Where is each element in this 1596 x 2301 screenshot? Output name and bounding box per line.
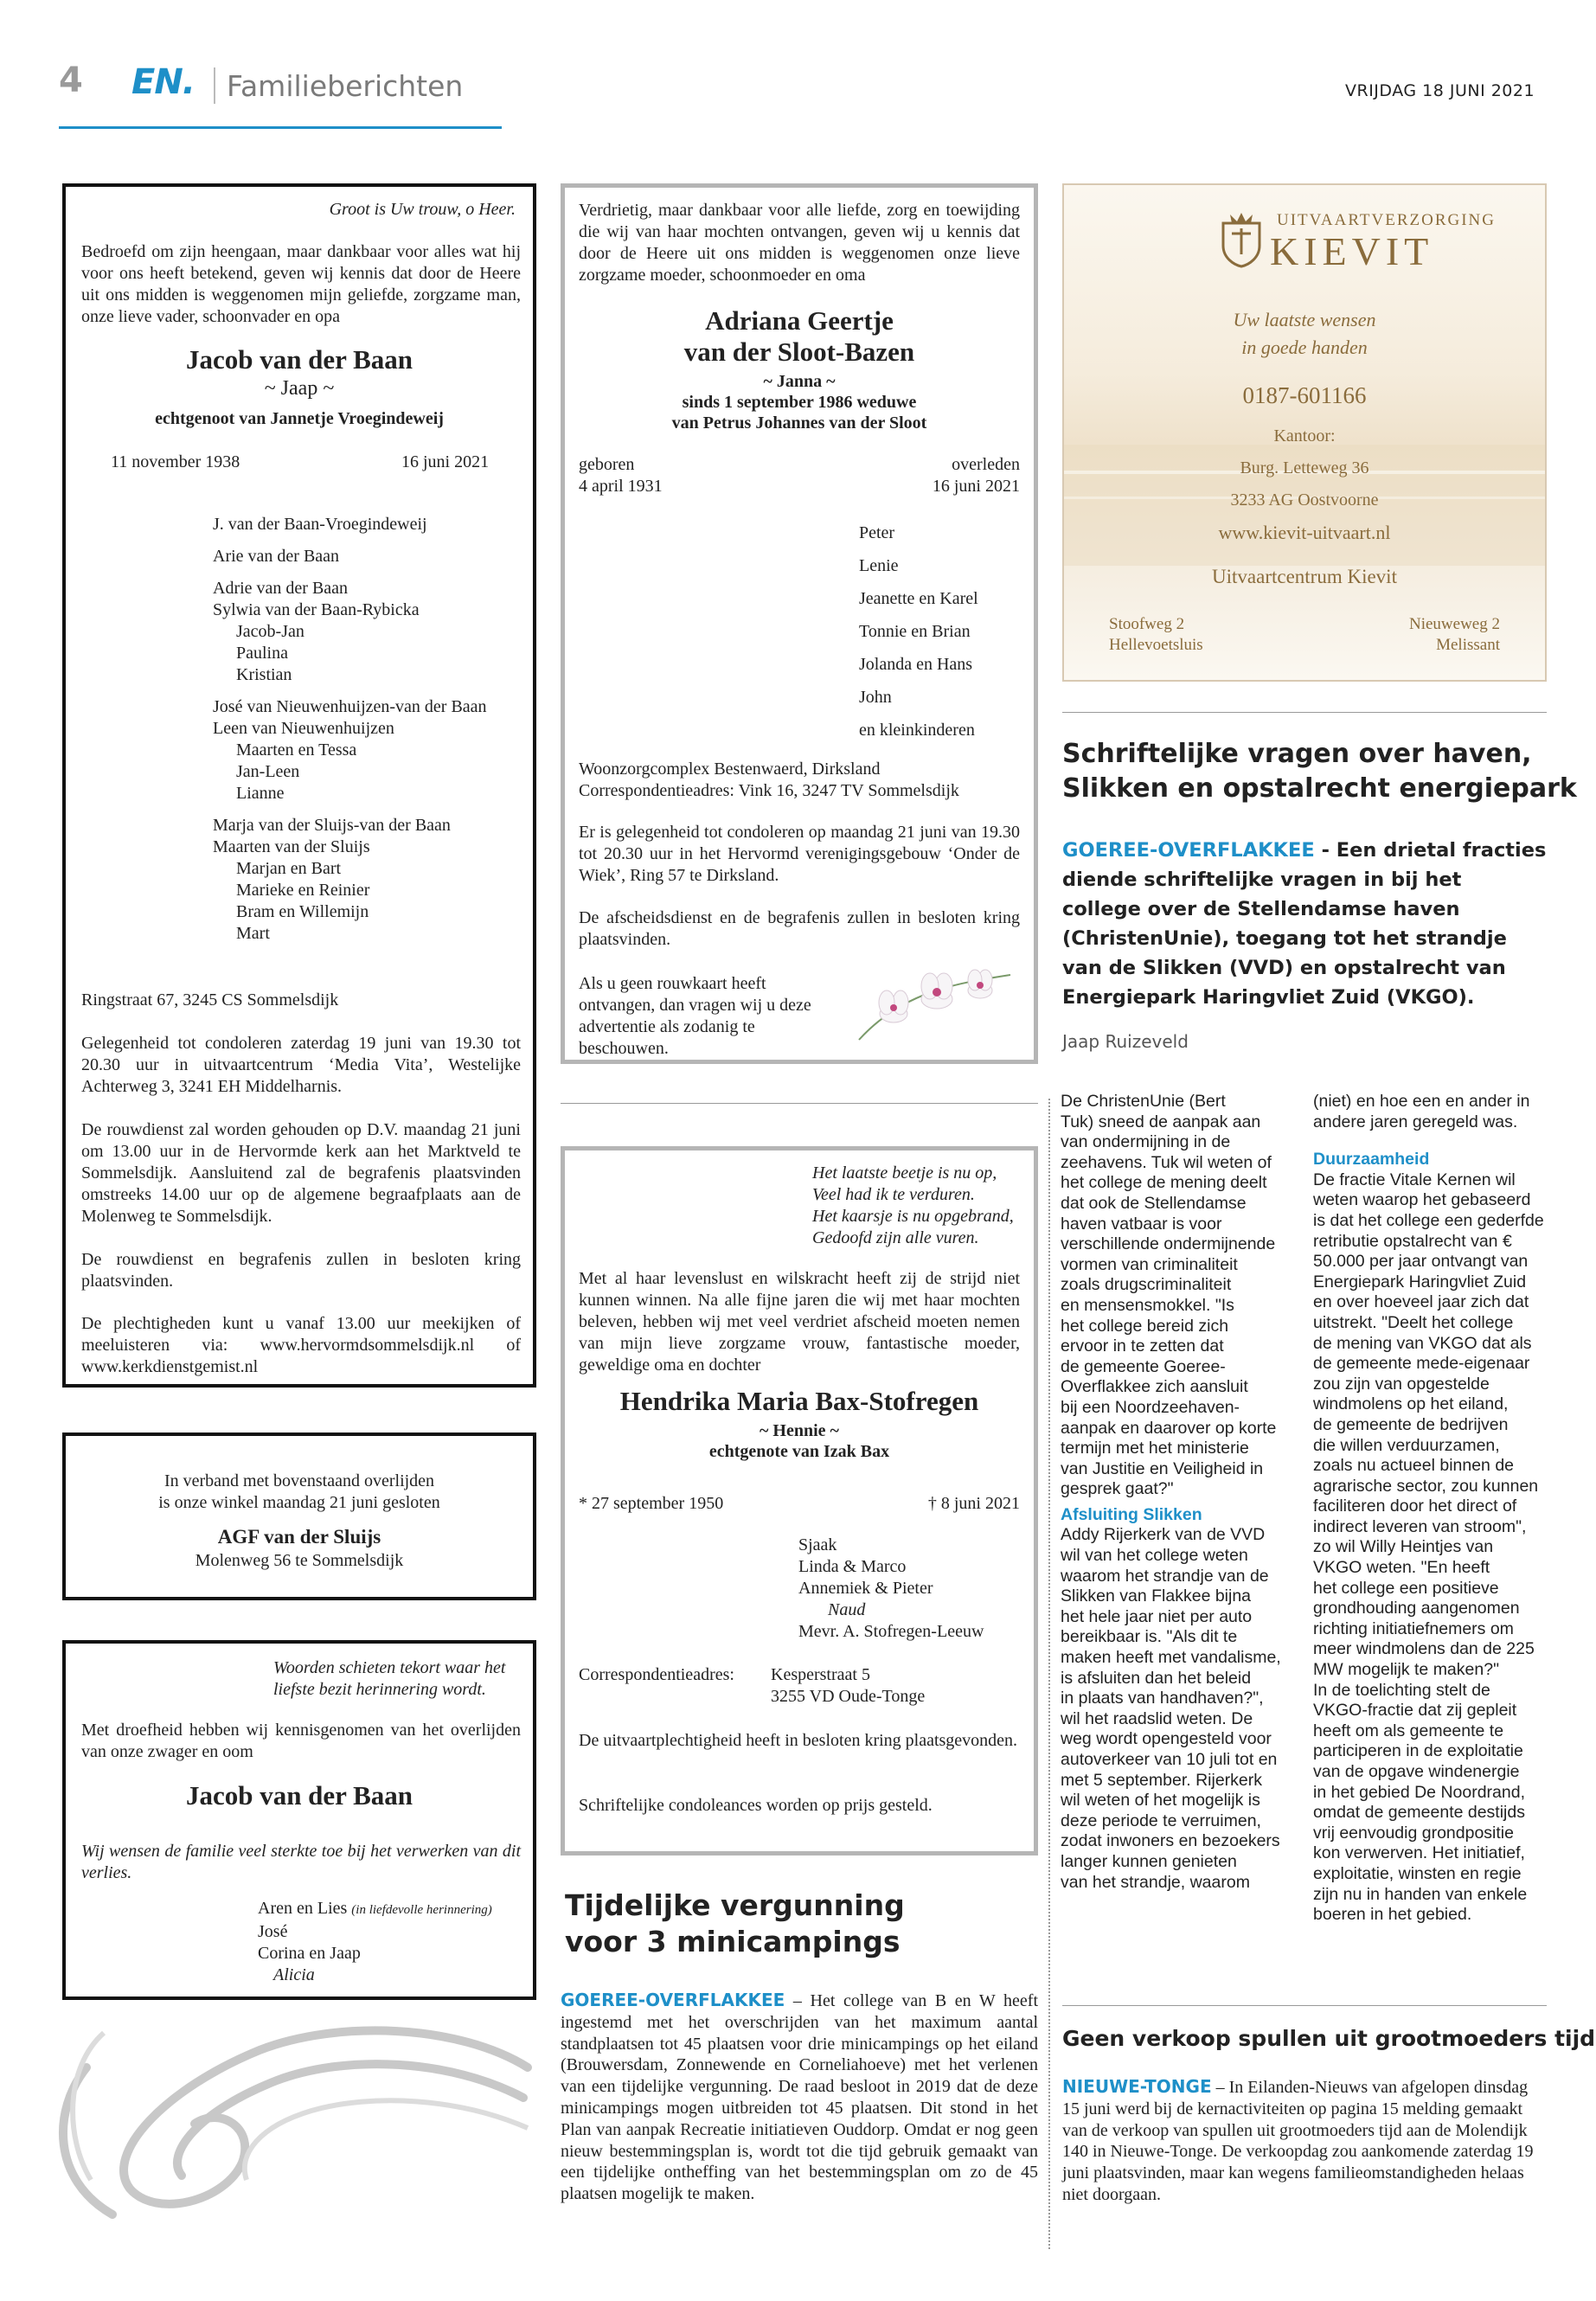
corr-label: Correspondentieadres:: [579, 1665, 734, 1684]
text-line: is afsluiten dan het beleid: [1061, 1668, 1252, 1688]
poem-line: Het kaarsje is nu opgebrand,: [812, 1207, 1014, 1226]
family-line: Arie van der Baan: [213, 547, 340, 566]
text-line: agrarische sector, zou kunnen: [1313, 1476, 1539, 1496]
kievit-slogan: [1064, 306, 1545, 362]
text-line: het college bereid zich: [1061, 1316, 1229, 1336]
text-line: zoals drugscriminaliteit: [1061, 1275, 1232, 1295]
text-line: het college een positieve: [1313, 1578, 1499, 1598]
text-line: maken heeft met vandalisme,: [1061, 1648, 1281, 1668]
text-line: andere jaren geregeld was.: [1313, 1112, 1518, 1131]
issue-date: VRIJDAG 18 JUNI 2021: [1345, 81, 1535, 100]
closure-line-1: In verband met bovenstaand overlijden: [163, 1471, 435, 1490]
orchid-icon: [850, 958, 1015, 1053]
text-line: wil weten of het mogelijk is: [1061, 1791, 1260, 1811]
born-label: geboren: [579, 455, 635, 474]
text-line: ervoor in te zetten dat: [1061, 1336, 1224, 1356]
text-line: haven vatbaar is voor: [1061, 1214, 1222, 1234]
text-line: participeren in de exploitatie: [1313, 1741, 1523, 1761]
text-line: wil het raadslid weten. De: [1061, 1708, 1253, 1728]
article-title: Geen verkoop spullen uit grootmoeders tijd: [1062, 2026, 1596, 2051]
kievit-phone: 0187-601166: [1242, 382, 1367, 408]
spouse: echtgenote van Izak Bax: [708, 1442, 890, 1461]
text-line: meer windmolens dan de 225: [1313, 1639, 1535, 1659]
text-line: en over hoeveel jaar zich dat: [1313, 1292, 1529, 1312]
poem: [812, 1163, 1014, 1249]
text-line: (niet) en hoe een en ander in: [1313, 1092, 1530, 1111]
article-lead: [1062, 836, 1547, 1012]
death-date: 16 juni 2021: [401, 452, 490, 471]
birth-block: [579, 454, 663, 497]
obituary-adriana-van-der-sloot-bazen: [561, 183, 1038, 1064]
online-info: De plechtigheden kunt u vanaf 13.00 uur meekijken of meeluisteren via: www.hervormdsommelsdijk.nl of www.kerkdienstgemist.nl: [81, 1314, 521, 1376]
text-line: gesprek gaat?": [1061, 1479, 1174, 1499]
text-line: In de toelichting stelt de: [1313, 1680, 1490, 1700]
dateline: GOEREE-OVERFLAKKEE: [561, 1990, 785, 2010]
text-line: bij een Noordzeehaven-: [1061, 1397, 1240, 1417]
text-line: VKGO-fractie dat zij gepleit: [1313, 1701, 1517, 1721]
text-line: zoals nu actueel binnen de: [1313, 1456, 1515, 1476]
article-body-minicampings: [561, 1990, 1038, 2205]
office-label: Kantoor:: [1273, 426, 1336, 445]
title-line: Tijdelijke vergunning: [565, 1888, 905, 1922]
family-list: [859, 516, 978, 747]
text-line: 50.000 per jaar ontvangt van: [1313, 1252, 1529, 1272]
signatory: Alicia: [273, 1965, 315, 1984]
text-line: weten waarop het gebaseerd: [1313, 1190, 1531, 1210]
title-line: voor 3 minicampings: [565, 1925, 901, 1958]
text-line: aanpak en daarover op korte: [1061, 1418, 1277, 1438]
death-date: † 8 juni 2021: [927, 1494, 1020, 1513]
text-line: van het strandje, waarom: [1061, 1872, 1250, 1892]
text-line: zodat inwoners en bezoekers: [1061, 1831, 1280, 1851]
family-line: Marja van der Sluijs-van der Baan: [213, 816, 451, 835]
birth-date: 4 april 1931: [579, 477, 663, 496]
motto-line: liefste bezit herinnering wordt.: [273, 1680, 486, 1699]
family-line: Maarten van der Sluijs: [213, 837, 370, 856]
article-body-grootmoeders: [1062, 2076, 1547, 2206]
text-line: boeren in het gebied.: [1313, 1905, 1472, 1925]
text-line: is dat het college een gederfde: [1313, 1210, 1544, 1230]
title-line: Slikken en opstalrecht energiepark: [1062, 773, 1577, 804]
nickname: ~ Hennie ~: [760, 1421, 839, 1440]
family-line: Leen van Nieuwenhuijzen: [213, 719, 394, 738]
location-city: Melissant: [1436, 636, 1500, 654]
signatories: [258, 1898, 492, 1986]
condolence-jacob-van-der-baan: [62, 1640, 536, 2000]
text-line: uitstrekt. "Deelt het college: [1313, 1312, 1514, 1332]
office-city: 3233 AG Oostvoorne: [1230, 490, 1379, 510]
nickname: ~ Jaap ~: [264, 377, 335, 400]
intro: Met droefheid hebben wij kennisgenomen van het overlijden van onze zwager en oom: [81, 1721, 521, 1761]
family-line: Lianne: [236, 784, 285, 803]
text-line: en mensensmokkel. "Is: [1061, 1295, 1234, 1315]
header-underline: [59, 126, 502, 129]
text-line: VKGO weten. "En heeft: [1313, 1558, 1490, 1578]
family-line: Mevr. A. Stofregen-Leeuw: [798, 1622, 984, 1641]
text-line: kon verwerven. Het initiatief,: [1313, 1843, 1525, 1863]
condolence-info: Gelegenheid tot condoleren zaterdag 19 juni van 19.30 tot 20.30 uur in uitvaartcentrum ‘Media Vita’, Westelijke Achterweg 3, 3241 EH Middelharnis.: [81, 1034, 521, 1096]
section-divider: [1062, 712, 1547, 713]
signatory: Corina en Jaap: [258, 1944, 361, 1963]
dateline: NIEUWE-TONGE: [1062, 2076, 1212, 2097]
kievit-website: www.kievit-uitvaart.nl: [1218, 522, 1391, 543]
residence: Woonzorgcomplex Bestenwaerd, Dirksland: [579, 760, 881, 779]
family-line: Mart: [236, 924, 270, 943]
birth-date: 11 november 1938: [111, 452, 240, 471]
family-list: [798, 1535, 984, 1643]
text-line: met 5 september. Rijerkerk: [1061, 1770, 1263, 1790]
subheading: Afsluiting Slikken: [1061, 1504, 1202, 1524]
slogan-line: Uw laatste wensen: [1233, 309, 1376, 330]
family-line: Peter: [859, 523, 895, 542]
text-line: richting initiatiefnemers om: [1313, 1618, 1514, 1638]
kievit-top: UITVAARTVERZORGING: [1277, 211, 1496, 229]
deceased-name: Jacob van der Baan: [185, 1780, 413, 1811]
text-line: van de opgave windenergie: [1313, 1762, 1520, 1781]
family-line: Jan-Leen: [236, 762, 300, 781]
text-line: bereikbaar is. "Als dit te: [1061, 1627, 1238, 1647]
card-notice: Als u geen rouwkaart heeft ontvangen, dan vragen wij u deze advertentie als zodanig te beschouwen.: [579, 974, 811, 1058]
family-line: Jeanette en Karel: [859, 589, 978, 608]
newspaper-logo: EN.: [131, 62, 195, 102]
kievit-office: [1064, 420, 1545, 548]
text-line: Energiepark Haringvliet Zuid: [1313, 1272, 1527, 1292]
motto-line: Woorden schieten tekort waar het: [273, 1658, 506, 1677]
family-line: Bram en Willemijn: [236, 902, 369, 921]
spouse: echtgenoot van Jannetje Vroegindeweij: [155, 409, 444, 428]
family-line: en kleinkinderen: [859, 721, 975, 740]
text-line: retributie opstalrecht van €: [1313, 1231, 1512, 1251]
text-line: De ChristenUnie (Bert: [1061, 1092, 1226, 1111]
section-divider: [1062, 2005, 1547, 2006]
family-line: Naud: [828, 1600, 866, 1619]
text-line: van Justitie en Veiligheid in: [1061, 1458, 1264, 1478]
written-condolence: Schriftelijke condoleances worden op prijs gesteld.: [579, 1796, 933, 1815]
family-line: Paulina: [236, 644, 288, 663]
family-line: Marjan en Bart: [236, 859, 342, 878]
family-list: [213, 514, 487, 945]
text-line: de mening van VKGO dat als: [1313, 1333, 1532, 1353]
intro: Met al haar levenslust en wilskracht heeft zij de strijd niet kunnen winnen. Na alle fijne jaren die wij met haar mochten beleven, hebben wij met veel verdriet afscheid moeten nemen van mijn lieve zorgzame vrouw, fantastische moeder, geweldige oma en dochter: [579, 1269, 1020, 1375]
header-divider: [214, 67, 215, 104]
corr-street: Kesperstraat 5: [771, 1665, 870, 1684]
text-line: De fractie Vitale Kernen wil: [1313, 1170, 1516, 1189]
wish: Wij wensen de familie veel sterkte toe bij het verwerken van dit verlies.: [81, 1842, 521, 1882]
intro: Bedroefd om zijn heengaan, maar dankbaar voor alles wat hij voor ons heeft betekend, geven wij kennis dat door de Heere uit ons midden is weggenomen mijn geliefde, zorgzame man, onze lieve vader, schoonvader en opa: [81, 242, 521, 326]
address-block: [579, 759, 959, 802]
shop-name: AGF van der Sluijs: [217, 1526, 381, 1548]
family-line: Kristian: [236, 665, 292, 684]
kievit-location-2: [1409, 614, 1500, 656]
slogan-line: in goede handen: [1241, 336, 1368, 358]
death-date: 16 juni 2021: [932, 477, 1020, 496]
location-street: Nieuweweg 2: [1409, 615, 1500, 633]
text-line: verschillende ondermijnende: [1061, 1234, 1276, 1254]
article-title: [1062, 737, 1577, 806]
kievit-crest-icon: [1218, 211, 1265, 268]
family-line: Sjaak: [798, 1535, 837, 1554]
text-line: exploitatie, winsten en regie: [1313, 1863, 1522, 1883]
widow-line-2: van Petrus Johannes van der Sloot: [671, 413, 927, 433]
family-line: Jacob-Jan: [236, 622, 304, 641]
private-info: De rouwdienst en begrafenis zullen in besloten kring plaatsvinden.: [81, 1250, 521, 1291]
family-line: Annemiek & Pieter: [798, 1579, 933, 1598]
motto: [273, 1657, 505, 1701]
text-line: die willen verduurzamen,: [1313, 1435, 1500, 1455]
died-label: overleden: [952, 455, 1020, 474]
text-line: omdat de gemeente destijds: [1313, 1803, 1525, 1823]
dateline: GOEREE-OVERFLAKKEE: [1062, 839, 1315, 862]
text-line: de gemeente de bedrijven: [1313, 1414, 1509, 1434]
birth-date: * 27 september 1950: [579, 1494, 724, 1513]
location-street: Stoofweg 2: [1109, 615, 1185, 633]
deceased-name: Jacob van der Baan: [185, 344, 413, 375]
text-line: vormen van criminaliteit: [1061, 1254, 1238, 1274]
text-line: indirect leveren van stroom",: [1313, 1516, 1527, 1536]
widow-line-1: sinds 1 september 1986 weduwe: [682, 393, 917, 412]
text-line: Slikken van Flakkee bijna: [1061, 1586, 1252, 1606]
text-line: de gemeente Goeree-: [1061, 1356, 1226, 1376]
text-line: het hele jaar niet per auto: [1061, 1606, 1253, 1626]
family-line: Linda & Marco: [798, 1557, 907, 1576]
lead-text: - Een drietal fracties diende schriftelijke vragen in bij het college over de Stellendamse haven (ChristenUnie), toegang tot het strandje van de Slikken (VVD) en opstalrecht van Energiepark Haringvliet Zuid (VKGO).: [1062, 839, 1547, 1009]
condolence-info: Er is gelegenheid tot condoleren op maandag 21 juni van 19.30 tot 20.30 uur in het Hervormd verenigingsgebouw ‘Onder de Wiek’, Ring 57 te Dirksland.: [579, 823, 1020, 885]
kievit-centre: Uitvaartcentrum Kievit: [1212, 566, 1397, 587]
text-line: vrij eenvoudig grondpositie: [1313, 1823, 1514, 1843]
signatory: Aren en Lies: [258, 1899, 348, 1918]
text-line: faciliteren door het direct of: [1313, 1497, 1517, 1516]
text-line: heeft om als gemeente te: [1313, 1721, 1504, 1740]
signatory: José: [258, 1922, 288, 1941]
family-line: Tonnie en Brian: [859, 622, 971, 641]
poem-line: Het laatste beetje is nu op,: [812, 1163, 997, 1183]
corr-address: [771, 1664, 925, 1708]
text-line: Tuk) sneed de aanpak aan: [1061, 1112, 1261, 1131]
text-line: dat ook de Stellendamse: [1061, 1193, 1247, 1213]
article-title: [565, 1888, 905, 1960]
office-street: Burg. Letteweg 36: [1240, 458, 1369, 478]
family-line: Lenie: [859, 556, 899, 575]
motto: Groot is Uw trouw, o Heer.: [329, 200, 516, 219]
intro: Verdrietig, maar dankbaar voor alle liefde, zorg en toewijding die wij van haar mochten ontvangen, geven wij u kennis dat door de Heere uit ons midden is weggenomen onze lieve zorgzame moeder, schoonmoeder en oma: [579, 201, 1020, 285]
subheading: Duurzaamheid: [1313, 1150, 1430, 1170]
title-line: Schriftelijke vragen over haven,: [1062, 739, 1532, 769]
notice-agf-van-der-sluijs: [62, 1433, 536, 1600]
text-line: in plaats van handhaven?",: [1061, 1689, 1264, 1708]
text-line: de gemeente mede-eigenaar: [1313, 1354, 1530, 1374]
text-line: windmolens op het eiland,: [1313, 1394, 1509, 1414]
family-line: Marieke en Reinier: [236, 881, 370, 900]
text-line: zeehavens. Tuk wil weten of: [1061, 1152, 1272, 1172]
family-line: J. van der Baan-Vroegindeweij: [213, 515, 427, 534]
kievit-brand: KIEVIT: [1270, 229, 1434, 273]
deceased-name-line-1: Adriana Geertje: [705, 305, 894, 336]
text-line: weg wordt opengesteld voor: [1061, 1729, 1272, 1749]
closure-line-2: is onze winkel maandag 21 juni gesloten: [158, 1493, 440, 1512]
family-line: John: [859, 688, 892, 707]
text-line: termijn met het ministerie: [1061, 1439, 1249, 1458]
location-city: Hellevoetsluis: [1109, 636, 1203, 654]
text-line: Addy Rijerkerk van de VVD: [1061, 1525, 1266, 1545]
family-line: Sylwia van der Baan-Rybicka: [213, 600, 420, 619]
deceased-name: Hendrika Maria Bax-Stofregen: [619, 1386, 979, 1416]
family-line: Jolanda en Hans: [859, 655, 973, 674]
text-line: Overflakkee zich aansluit: [1061, 1377, 1248, 1397]
text-line: autoverkeer van 10 juli tot en: [1061, 1750, 1278, 1769]
private-info: De afscheidsdienst en de begrafenis zullen in besloten kring plaatsvinden.: [579, 908, 1020, 949]
text-line: MW mogelijk te maken?": [1313, 1660, 1499, 1680]
kievit-location-1: [1109, 614, 1203, 656]
section-title: Familieberichten: [227, 69, 464, 103]
obituary-hendrika-bax-stofregen: [561, 1146, 1038, 1856]
text-line: in het gebied De Noordrand,: [1313, 1782, 1525, 1802]
poem-line: Veel had ik te verduren.: [812, 1185, 975, 1204]
text-line: het college de mening deelt: [1061, 1173, 1267, 1193]
text-line: zo wil Willy Heintjes van: [1313, 1537, 1494, 1557]
private-info: De uitvaartplechtigheid heeft in besloten kring plaatsgevonden.: [579, 1731, 1018, 1750]
text-line: waarom het strandje van de: [1061, 1566, 1269, 1586]
kievit-advertisement: [1062, 183, 1547, 682]
text-line: zijn nu in handen van enkele: [1313, 1884, 1528, 1904]
correspondence-address: Correspondentieadres: Vink 16, 3247 TV Sommelsdijk: [579, 781, 959, 800]
obituary-jacob-van-der-baan: [62, 183, 536, 1388]
section-divider: [561, 1103, 1038, 1104]
poem-line: Gedoofd zijn alle vuren.: [812, 1228, 979, 1247]
decorative-swirl: [52, 2016, 536, 2223]
home-address: Ringstraat 67, 3245 CS Sommelsdijk: [81, 990, 339, 1009]
body-text: – Het college van B en W heeft ingestemd met het overschrijden van het maximum aantal standplaatsen tot 45 plaatsen voor drie minicampings op het eiland (Brouwersdam, Zonnewende en Corneliahoeve) met het verlenen van een tijdelijke vergunning. De raad besloot in 2019 dat de deze minicampings mogen uitbreiden tot 45 plaatsen. Dit stond in het Plan van aanpak Recreatie initiatieven Ouddorp. Omdat er nog geen nieuw bestemmingsplan is, wordt tot die tijd gebruik gemaakt van een tijdelijke ontheffing van het bestemmingsplan om zo de 45 plaatsen mogelijk te maken.: [561, 1991, 1038, 2204]
signatory-note: (in liefdevolle herinnering): [351, 1903, 492, 1917]
text-line: wil van het college weten: [1061, 1546, 1248, 1566]
family-line: Adrie van der Baan: [213, 579, 349, 598]
text-line: langer kunnen genieten: [1061, 1851, 1237, 1871]
article-column-1: [1061, 1092, 1296, 1893]
page-number: 4: [59, 61, 83, 100]
corr-city: 3255 VD Oude-Tonge: [771, 1687, 926, 1706]
shop-address: Molenweg 56 te Sommelsdijk: [195, 1551, 404, 1570]
family-line: Maarten en Tessa: [236, 740, 357, 760]
text-line: grondhouding aangenomen: [1313, 1599, 1520, 1618]
article-column-2: [1313, 1092, 1548, 1926]
nickname: ~ Janna ~: [763, 372, 836, 391]
text-line: deze periode te verruimen,: [1061, 1811, 1261, 1830]
family-line: José van Nieuwenhuijzen-van der Baan: [213, 697, 487, 716]
service-info: De rouwdienst zal worden gehouden op D.V. maandag 21 juni om 13.00 uur in de Hervormde kerk aan het Marktveld te Sommelsdijk. Aansluitend zal de begrafenis plaatsvinden omstreeks 14.00 uur op de algemene begraafplaats aan de Molenweg te Sommelsdijk.: [81, 1120, 521, 1226]
body-text: – In Eilanden-Nieuws van afgelopen dinsdag 15 juni werd bij de kernactiviteiten op pagina 15 melding gemaakt van de verkoop van spullen uit grootmoeders tijd aan de Molendijk 140 in Nieuwe-Tonge. De verkoopdag zou aankomende zaterdag 19 juni plaatsvinden, maar kan wegens familieomstandigheden helaas niet doorgaan.: [1062, 2078, 1534, 2204]
column-separator: [1048, 1099, 1050, 2249]
article-author: Jaap Ruizeveld: [1062, 1031, 1189, 1052]
death-block: [933, 454, 1020, 497]
text-line: van ondermijning in de: [1061, 1132, 1231, 1152]
deceased-name-line-2: van der Sloot-Bazen: [683, 336, 915, 367]
text-line: zou zijn van opgestelde: [1313, 1374, 1490, 1394]
